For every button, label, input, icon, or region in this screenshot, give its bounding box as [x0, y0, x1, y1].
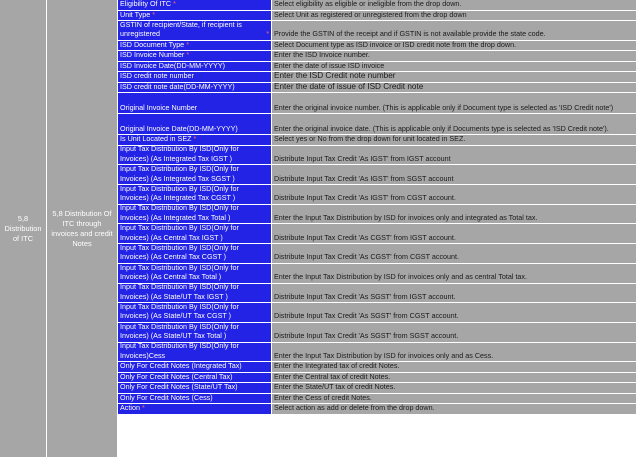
- field-description: Provide the GSTIN of the receipt and if GSTIN is not available provide the state code.: [274, 29, 546, 39]
- field-description-cell[interactable]: [272, 62, 636, 72]
- field-name-cell[interactable]: [118, 114, 272, 134]
- field-description: Select action as add or delete from the drop down.: [274, 403, 435, 413]
- field-name: Eligibility Of ITC: [120, 0, 172, 8]
- field-name: ISD credit note number: [120, 71, 194, 81]
- field-description: Distribute Input Tax Credit 'As IGST' from SGST account: [274, 173, 454, 183]
- field-description: Enter the Integrated tax of credit Notes.: [274, 361, 400, 371]
- field-name: Input Tax Distribution By ISD(Only for Invoices) (As Integrated Tax CGST ): [120, 183, 239, 203]
- field-name: Input Tax Distribution By ISD(Only for Invoices) (As Integrated Tax IGST ): [120, 144, 239, 163]
- field-name: Original Invoice Date(DD-MM-YYYY): [120, 123, 238, 133]
- field-name: Unit Type: [120, 9, 151, 19]
- field-name: Input Tax Distribution By ISD(Only for Invoices)Cess: [120, 341, 239, 360]
- field-description: Enter the ISD Invoice number.: [274, 50, 370, 60]
- field-description-cell[interactable]: [272, 284, 636, 303]
- table-row: [118, 185, 636, 205]
- section-subtitle-label: 5,8 Distribution Of ITC through invoices and credit Notes: [51, 208, 113, 248]
- field-name-cell[interactable]: [118, 383, 272, 393]
- field-name: Input Tax Distribution By ISD(Only for Invoices) (As State/UT Tax Total ): [120, 321, 239, 341]
- field-name-cell[interactable]: [118, 362, 272, 372]
- required-mark: *: [173, 0, 176, 8]
- field-description: Enter the Input Tax Distribution by ISD for invoices only and as central Total tax.: [274, 272, 528, 281]
- field-description: Enter the ISD Credit note number: [274, 71, 396, 81]
- field-description: Enter the Input Tax Distribution by ISD for invoices only and as Cess.: [274, 350, 494, 360]
- field-name-cell[interactable]: [118, 72, 272, 82]
- field-name: ISD credit note date(DD-MM-YYYY): [120, 81, 235, 91]
- field-name-cell[interactable]: [118, 165, 272, 184]
- field-name-cell[interactable]: [118, 146, 272, 165]
- field-name: Input Tax Distribution By ISD(Only for Invoices) (As Integrated Tax SGST ): [120, 164, 239, 183]
- field-description-cell[interactable]: [272, 165, 636, 184]
- field-name-cell[interactable]: [118, 83, 272, 93]
- field-description-cell[interactable]: [272, 323, 636, 342]
- field-description-cell[interactable]: [272, 373, 636, 383]
- field-name-cell[interactable]: [118, 41, 272, 51]
- field-description: Distribute Input Tax Credit 'As SGST' from SGST account.: [274, 331, 459, 341]
- field-name: ISD Invoice Date(DD-MM-YYYY): [120, 60, 226, 70]
- field-name: Input Tax Distribution By ISD(Only for Invoices) (As Integrated Tax Total ): [120, 203, 239, 222]
- field-name: Input Tax Distribution By ISD(Only for Invoices) (As Central Tax IGST ): [120, 223, 239, 242]
- field-name-cell[interactable]: [118, 284, 272, 303]
- field-description-cell[interactable]: [272, 41, 636, 51]
- field-description: Distribute Input Tax Credit 'As CGST' from IGST account.: [274, 232, 456, 242]
- field-name-cell[interactable]: [118, 185, 272, 204]
- field-description: Select yes or No from the drop down for unit located in SEZ.: [274, 134, 466, 144]
- field-name-cell[interactable]: [118, 62, 272, 72]
- required-mark: *: [141, 403, 145, 413]
- field-description-cell[interactable]: [272, 383, 636, 393]
- field-description: Select Document type as ISD invoice or ISD credit note from the drop down.: [274, 39, 517, 49]
- field-description-cell[interactable]: [272, 185, 636, 204]
- field-description: Distribute Input Tax Credit 'As SGST' from IGST account.: [274, 291, 456, 301]
- field-name-cell[interactable]: [118, 205, 272, 224]
- field-name-cell[interactable]: [118, 224, 272, 243]
- field-name: Input Tax Distribution By ISD(Only for Invoices) (As Central Tax CGST ): [120, 242, 239, 262]
- field-description: Select eligibility as eligible or ineligible from the drop down.: [274, 0, 462, 8]
- table-row: [118, 165, 636, 185]
- field-description-cell[interactable]: [272, 51, 636, 61]
- field-description: Select Unit as registered or unregistered from the drop down: [274, 9, 467, 19]
- field-description-cell[interactable]: [272, 93, 636, 113]
- table-row: [118, 205, 636, 225]
- field-description-cell[interactable]: [272, 264, 636, 283]
- field-description: Enter the original invoice number. (This is applicable only if Document type is selected as 'ISD Credit note'): [274, 102, 614, 112]
- field-name-cell[interactable]: [118, 51, 272, 61]
- field-description: Enter the Input Tax Distribution by ISD for invoices only and integrated as Total tax.: [274, 212, 538, 222]
- table-row: [118, 343, 636, 363]
- field-name: ISD Document Type: [120, 39, 185, 49]
- field-name: Input Tax Distribution By ISD(Only for Invoices) (As Central Tax Total ): [120, 262, 239, 281]
- field-description-cell[interactable]: [272, 224, 636, 243]
- field-description-cell[interactable]: [272, 404, 636, 414]
- required-mark: *: [186, 39, 189, 49]
- table-row: [118, 114, 636, 135]
- field-name: Input Tax Distribution By ISD(Only for Invoices) (As State/UT Tax CGST ): [120, 301, 239, 321]
- field-name-cell[interactable]: [118, 404, 272, 414]
- field-description: Distribute Input Tax Credit 'As SGST' from CGST account.: [274, 311, 459, 321]
- field-name-cell[interactable]: [118, 93, 272, 113]
- table-row: [118, 41, 636, 52]
- section-code-label: 5,8 Distribution of ITC: [4, 213, 42, 243]
- field-description-cell[interactable]: [272, 135, 636, 145]
- field-name: Only For Credit Notes (Cess): [120, 392, 213, 402]
- field-description: Enter the date of issue of ISD Credit note: [274, 81, 424, 91]
- field-table: [118, 0, 636, 415]
- table-row: [118, 323, 636, 343]
- field-name: GSTIN of recipient/State, if recipient is unregistered: [120, 19, 242, 39]
- field-description-cell[interactable]: [272, 362, 636, 372]
- field-description-cell[interactable]: [272, 83, 636, 93]
- field-name: Only For Credit Notes (State/UT Tax): [120, 382, 238, 392]
- field-name: Original Invoice Number: [120, 102, 198, 112]
- field-name: Input Tax Distribution By ISD(Only for Invoices) (As State/UT Tax IGST ): [120, 282, 239, 301]
- field-name-cell[interactable]: [118, 135, 272, 145]
- field-name-cell[interactable]: [118, 303, 272, 322]
- field-name: Is Unit Located in SEZ: [120, 134, 192, 144]
- field-description: Distribute Input Tax Credit 'As IGST' from CGST account.: [274, 193, 456, 203]
- field-name-cell[interactable]: [118, 21, 272, 40]
- required-mark: *: [193, 134, 197, 144]
- field-name-cell[interactable]: [118, 343, 272, 362]
- field-name-cell[interactable]: [118, 323, 272, 342]
- required-mark: *: [186, 50, 190, 60]
- field-name-cell[interactable]: [118, 11, 272, 21]
- field-name-cell[interactable]: [118, 264, 272, 283]
- table-row: [118, 303, 636, 323]
- field-description-cell[interactable]: [272, 72, 636, 82]
- field-name: Only For Credit Notes (Integrated Tax): [120, 361, 242, 371]
- field-name: Action: [120, 403, 140, 413]
- table-row: [118, 93, 636, 114]
- field-name-cell[interactable]: [118, 373, 272, 383]
- field-description: Distribute Input Tax Credit 'As CGST' from CGST account.: [274, 252, 460, 262]
- section-code-cell: [0, 0, 47, 457]
- table-row: [118, 21, 636, 41]
- field-description-cell[interactable]: [272, 244, 636, 263]
- field-description-cell[interactable]: [272, 146, 636, 165]
- table-row: [118, 264, 636, 284]
- table-row: [118, 146, 636, 166]
- field-description: Distribute Input Tax Credit 'As IGST' from IGST account: [274, 153, 451, 163]
- field-description-cell[interactable]: [272, 0, 636, 10]
- field-name-cell[interactable]: [118, 244, 272, 263]
- field-description-cell[interactable]: [272, 114, 636, 134]
- field-description-cell[interactable]: [272, 343, 636, 362]
- field-description-cell[interactable]: [272, 205, 636, 224]
- field-description-cell[interactable]: [272, 303, 636, 322]
- field-name-cell[interactable]: [118, 0, 272, 10]
- field-description-cell[interactable]: [272, 21, 636, 40]
- field-name-cell[interactable]: [118, 394, 272, 404]
- field-description: Enter the State/UT tax of credit Notes.: [274, 382, 396, 392]
- table-row: [118, 244, 636, 264]
- field-description: Enter the original invoice date. (This is applicable only if Documents type is selected as 'ISD Credit note').: [274, 123, 609, 133]
- field-description-cell[interactable]: [272, 11, 636, 21]
- field-description-cell[interactable]: [272, 394, 636, 404]
- required-mark: *: [152, 9, 156, 19]
- field-name: ISD Invoice Number: [120, 50, 185, 60]
- field-description: Enter the Central tax of credit Notes.: [274, 371, 391, 381]
- table-row: [118, 224, 636, 244]
- table-row: [118, 404, 636, 415]
- field-description: Enter the Cess of credit Notes.: [274, 392, 372, 402]
- required-mark: *: [266, 29, 269, 39]
- field-description: Enter the date of issue ISD invoice: [274, 60, 385, 70]
- table-row: [118, 83, 636, 94]
- section-subtitle-cell: [47, 0, 118, 457]
- table-row: [118, 284, 636, 304]
- field-name: Only For Credit Notes (Central Tax): [120, 371, 233, 381]
